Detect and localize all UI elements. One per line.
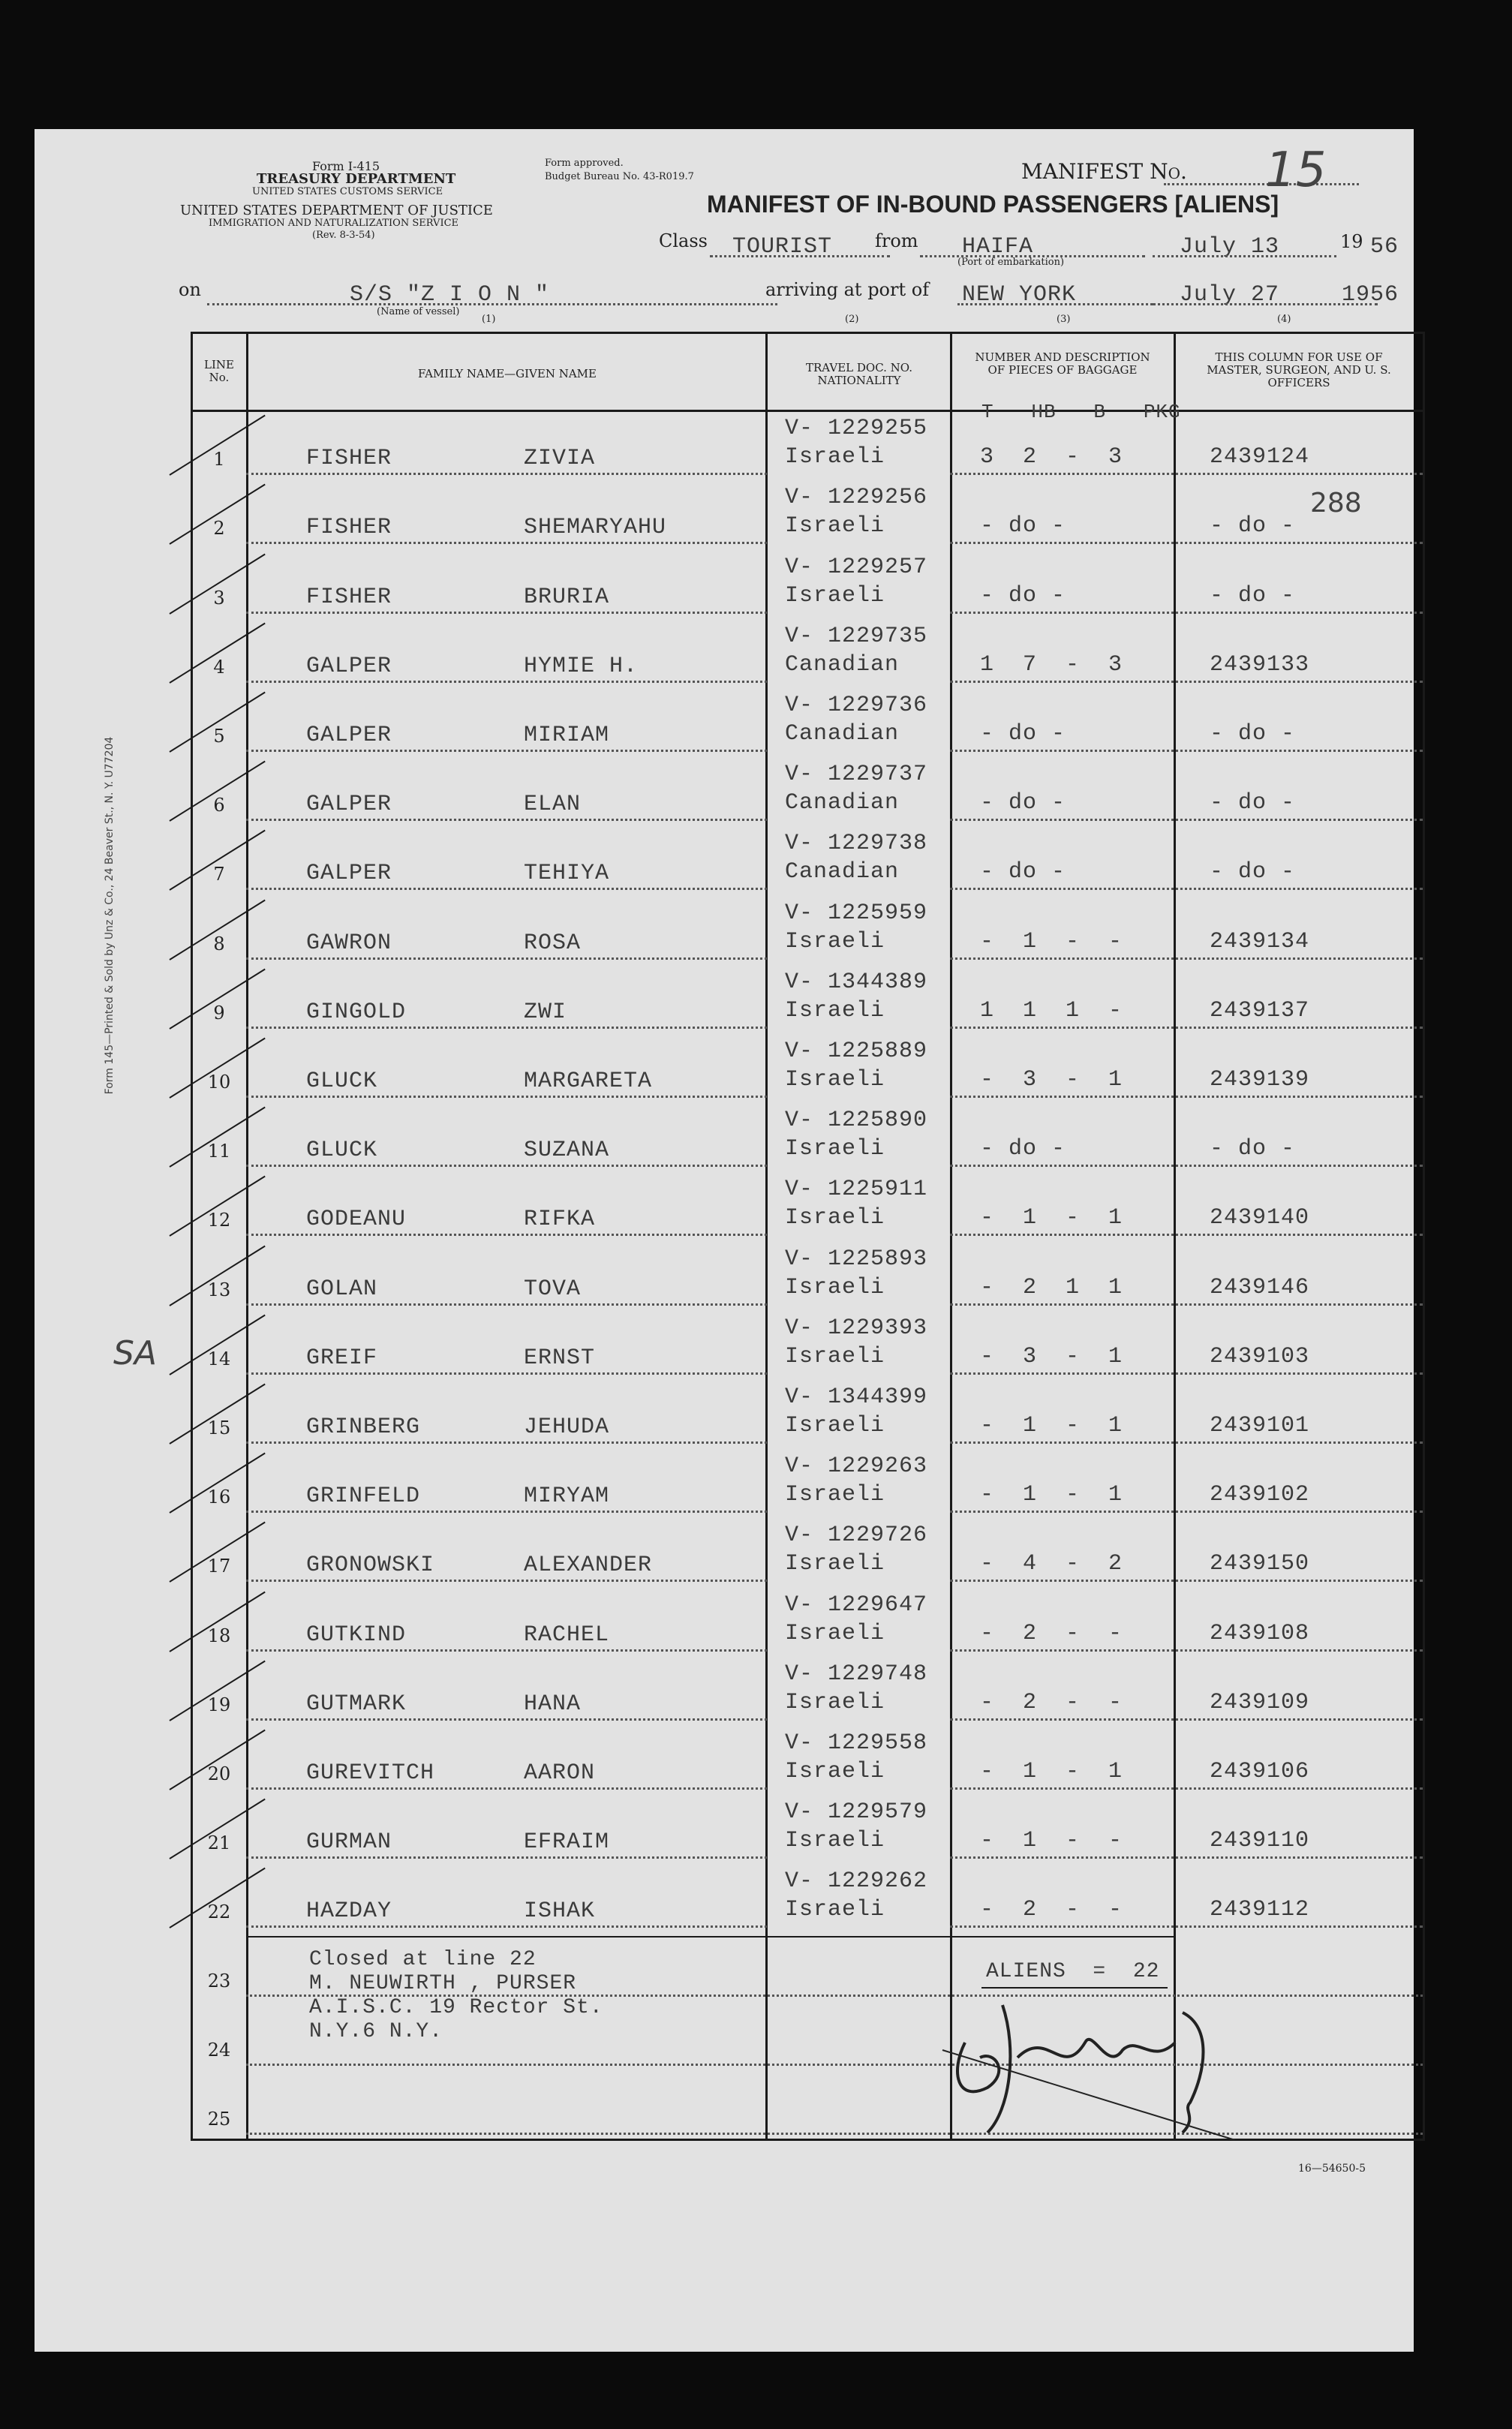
row-dotted-rule (246, 819, 767, 821)
officer-number: 2439112 (1210, 1897, 1310, 1923)
given-name: ROSA (524, 930, 582, 956)
row-dotted-rule (950, 681, 1423, 683)
baggage-count: - 1 - - (980, 928, 1123, 954)
family-name: GALPER (306, 653, 392, 679)
closing-line-2: M. NEUWIRTH , PURSER (309, 1972, 577, 1995)
family-name: GRONOWSKI (306, 1553, 435, 1579)
officer-number: 2439139 (1210, 1066, 1310, 1093)
row-dotted-rule (950, 1925, 1423, 1928)
manifest-label: MANIFEST No. (1021, 159, 1187, 184)
col-marker-2: (2) (845, 314, 859, 325)
table-row (35, 756, 1414, 825)
nationality: Israeli (785, 1551, 885, 1577)
family-name: GUTKIND (306, 1622, 407, 1648)
line-number: 19 (207, 1694, 231, 1715)
row-dotted-rule (950, 957, 1423, 960)
officer-number: - do - (1210, 859, 1296, 885)
table-row (35, 1862, 1414, 1931)
nationality: Israeli (785, 1758, 885, 1784)
nationality: Israeli (785, 928, 885, 954)
arrival-year[interactable]: 1956 (1342, 282, 1399, 308)
table-row (35, 1378, 1414, 1447)
row-dotted-rule (246, 681, 767, 683)
depart-date[interactable]: July 13 (1180, 234, 1280, 260)
baggage-subheader: T HB B PKG (981, 401, 1181, 423)
closing-line-4: N.Y.6 N.Y. (309, 2020, 443, 2043)
table-row (35, 1309, 1414, 1378)
line-number: 10 (207, 1071, 231, 1093)
baggage-count: - 1 - - (980, 1828, 1123, 1854)
officer-number: - do - (1210, 582, 1296, 609)
col-header-officers: THIS COLUMN FOR USE OF MASTER, SURGEON, AND U. S. OFFICERS (1207, 350, 1391, 389)
baggage-count: - 1 - 1 (980, 1412, 1123, 1438)
given-name: MARGARETA (524, 1068, 653, 1094)
nationality: Canadian (785, 720, 900, 747)
given-name: ELAN (524, 792, 582, 818)
family-name: GAWRON (306, 930, 392, 956)
baggage-count: - 2 1 1 (980, 1274, 1123, 1300)
table-row (35, 1586, 1414, 1655)
baggage-count: - 1 - 1 (980, 1482, 1123, 1508)
baggage-count: - 4 - 2 (980, 1551, 1123, 1577)
given-name: RACHEL (524, 1622, 610, 1648)
row-dotted-rule (246, 1718, 767, 1721)
nationality: Canadian (785, 859, 900, 885)
table-row (35, 618, 1414, 687)
row-dotted-rule (246, 888, 767, 890)
baggage-count: - 3 - 1 (980, 1343, 1123, 1369)
table-row (35, 479, 1414, 548)
form-number: Form I-415 (312, 159, 380, 173)
row-dotted-rule (950, 1511, 1423, 1513)
row-dotted-rule (950, 1787, 1423, 1790)
travel-doc-number: V- 1225911 (785, 1177, 928, 1203)
travel-doc-number: V- 1225893 (785, 1246, 928, 1272)
form-rev: (Rev. 8-3-54) (312, 230, 375, 241)
given-name: ZIVIA (524, 446, 596, 472)
line-number: 20 (207, 1763, 231, 1784)
table-row (35, 410, 1414, 479)
given-name: HYMIE H. (524, 653, 639, 679)
row-dotted-rule (950, 1096, 1423, 1098)
nationality: Israeli (785, 1343, 885, 1369)
row-dotted-rule (950, 1303, 1423, 1306)
baggage-count: - 2 - - (980, 1689, 1123, 1715)
on-label: on (179, 279, 201, 300)
row-dotted-rule (246, 957, 767, 960)
officer-number: 2439103 (1210, 1343, 1310, 1369)
family-name: GUREVITCH (306, 1760, 435, 1786)
baggage-count: - 3 - 1 (980, 1066, 1123, 1093)
table-row (35, 687, 1414, 756)
from-label: from (875, 230, 918, 251)
given-name: MIRIAM (524, 722, 610, 748)
line-number: 12 (207, 1210, 231, 1231)
given-name: TEHIYA (524, 861, 610, 887)
travel-doc-number: V- 1229263 (785, 1453, 928, 1480)
row-dotted-rule (246, 542, 767, 544)
row-dotted-rule (246, 1027, 767, 1029)
travel-doc-number: V- 1229256 (785, 485, 928, 511)
col-header-line-no: LINE No. (204, 358, 234, 384)
officer-number: 2439106 (1210, 1758, 1310, 1784)
row-dotted-rule (246, 1096, 767, 1098)
line-number: 17 (207, 1556, 231, 1577)
row-dotted-rule (950, 888, 1423, 890)
family-name: GRINBERG (306, 1414, 421, 1440)
family-name: GINGOLD (306, 999, 407, 1025)
family-name: GREIF (306, 1345, 378, 1371)
baggage-count: - do - (980, 1136, 1066, 1162)
line-number: 13 (207, 1279, 231, 1300)
closing-line-3: A.I.S.C. 19 Rector St. (309, 1996, 603, 2019)
given-name: JEHUDA (524, 1414, 610, 1440)
line-number: 15 (207, 1417, 231, 1438)
line-number: 8 (213, 933, 225, 954)
row-dotted-rule (950, 473, 1423, 475)
row-dotted-rule (950, 1372, 1423, 1375)
table-row (35, 825, 1414, 894)
class-label: Class (659, 230, 708, 251)
travel-doc-number: V- 1229736 (785, 692, 928, 718)
row-dotted-rule (950, 1856, 1423, 1859)
from-value[interactable]: HAIFA (962, 234, 1034, 260)
travel-doc-number: V- 1229262 (785, 1868, 928, 1895)
table-row (35, 1447, 1414, 1517)
arrival-line (1153, 303, 1378, 305)
given-name: ERNST (524, 1345, 596, 1371)
row-dotted-rule (950, 1580, 1423, 1582)
family-name: GLUCK (306, 1068, 378, 1094)
table-top-rule (191, 332, 1424, 334)
officer-number: 2439140 (1210, 1205, 1310, 1231)
baggage-count: - do - (980, 513, 1066, 540)
family-name: FISHER (306, 446, 392, 472)
ins-service: IMMIGRATION AND NATURALIZATION SERVICE (209, 218, 459, 229)
aliens-total: ALIENS = 22 (986, 1960, 1160, 1983)
row-dotted-rule (950, 750, 1423, 752)
row-dotted-rule (246, 473, 767, 475)
line-number: 1 (213, 449, 225, 470)
given-name: MIRYAM (524, 1484, 610, 1510)
col-header-baggage: NUMBER AND DESCRIPTION OF PIECES OF BAGGAGE (975, 350, 1150, 377)
given-name: ZWI (524, 999, 567, 1025)
family-name: GLUCK (306, 1138, 378, 1164)
travel-doc-number: V- 1225959 (785, 900, 928, 926)
travel-doc-number: V- 1344399 (785, 1384, 928, 1410)
baggage-count: - do - (980, 582, 1066, 609)
row-dotted-rule (246, 1372, 767, 1375)
table-row (35, 548, 1414, 617)
nationality: Israeli (785, 1066, 885, 1093)
officer-number: 2439101 (1210, 1412, 1310, 1438)
given-name: AARON (524, 1760, 596, 1786)
nationality: Israeli (785, 513, 885, 540)
line-number: 22 (207, 1901, 231, 1923)
family-name: GURMAN (306, 1829, 392, 1856)
officer-number: 2439133 (1210, 651, 1310, 678)
travel-doc-number: V- 1229738 (785, 831, 928, 857)
line-number: 4 (213, 656, 225, 678)
row-dotted-rule (246, 1856, 767, 1859)
port-embark-caption: (Port of embarkation) (957, 257, 1065, 268)
depart-year-prefix: 19 (1340, 231, 1363, 252)
vessel-caption: (Name of vessel) (377, 306, 460, 317)
nationality: Israeli (785, 997, 885, 1024)
line-number: 23 (207, 1971, 231, 1992)
nationality: Israeli (785, 1620, 885, 1646)
baggage-count: - 1 - 1 (980, 1205, 1123, 1231)
manifest-number-line (1164, 183, 1359, 185)
line-number: 5 (213, 725, 225, 747)
port-line (957, 303, 1153, 305)
nationality: Israeli (785, 1274, 885, 1300)
travel-doc-number: V- 1225889 (785, 1038, 928, 1064)
nationality: Israeli (785, 444, 885, 470)
row-dotted-rule (950, 1165, 1423, 1167)
officer-number: 2439124 (1210, 444, 1310, 470)
officer-number: - do - (1210, 1136, 1296, 1162)
closing-rule (246, 1936, 1175, 1937)
row-dotted-rule (246, 1303, 767, 1306)
family-name: GALPER (306, 722, 392, 748)
officer-number: - do - (1210, 720, 1296, 747)
row-dotted-rule (246, 612, 767, 614)
family-name: GUTMARK (306, 1691, 407, 1717)
form-approved: Form approved. (545, 158, 624, 169)
class-value[interactable]: TOURIST (732, 234, 833, 260)
officer-number: - do - (1210, 790, 1296, 816)
officer-number: - do - (1210, 513, 1296, 540)
nationality: Israeli (785, 582, 885, 609)
baggage-count: 1 7 - 3 (980, 651, 1123, 678)
travel-doc-number: V- 1229737 (785, 762, 928, 788)
customs-service: UNITED STATES CUSTOMS SERVICE (252, 186, 443, 197)
col-marker-1: (1) (482, 314, 496, 325)
arrival-date[interactable]: July 27 (1180, 282, 1280, 308)
row-dotted-rule (246, 1925, 767, 1928)
officer-number: 2439137 (1210, 997, 1310, 1024)
baggage-count: - do - (980, 859, 1066, 885)
row-dotted-rule (950, 1027, 1423, 1029)
table-row (35, 1240, 1414, 1309)
line-number: 7 (213, 864, 225, 885)
nationality: Israeli (785, 1482, 885, 1508)
travel-doc-number: V- 1229726 (785, 1523, 928, 1549)
nationality: Israeli (785, 1136, 885, 1162)
given-name: ALEXANDER (524, 1553, 653, 1579)
given-name: ISHAK (524, 1898, 596, 1925)
row-dotted-rule (950, 542, 1423, 544)
travel-doc-number: V- 1229579 (785, 1799, 928, 1826)
col-header-travel-doc: TRAVEL DOC. NO. NATIONALITY (805, 361, 912, 387)
travel-doc-number: V- 1229558 (785, 1730, 928, 1756)
row-dotted-rule (246, 1787, 767, 1790)
manifest-number[interactable]: 15 (1265, 143, 1327, 198)
given-name: RIFKA (524, 1207, 596, 1233)
given-name: TOVA (524, 1276, 582, 1302)
margin-sa-note: SA (113, 1334, 158, 1372)
row-dotted-rule (950, 612, 1423, 614)
col-marker-4: (4) (1277, 314, 1291, 325)
baggage-count: - do - (980, 790, 1066, 816)
officer-number: 2439134 (1210, 928, 1310, 954)
nationality: Canadian (785, 790, 900, 816)
col-marker-3: (3) (1057, 314, 1071, 325)
travel-doc-number: V- 1229735 (785, 623, 928, 649)
row-dotted-rule (950, 1649, 1423, 1652)
table-right-rule (1423, 332, 1425, 2141)
handwritten-288: 288 (1310, 488, 1362, 519)
table-row (35, 894, 1414, 963)
depart-year[interactable]: 56 (1370, 234, 1399, 260)
officer-number: 2439146 (1210, 1274, 1310, 1300)
row-dotted-rule (950, 1441, 1423, 1444)
travel-doc-number: V- 1225890 (785, 1108, 928, 1134)
line-number: 18 (207, 1625, 231, 1646)
family-name: GALPER (306, 792, 392, 818)
line-number: 2 (213, 518, 225, 540)
col-header-name: FAMILY NAME—GIVEN NAME (417, 367, 597, 380)
row-dotted-rule (246, 1511, 767, 1513)
row-dotted-rule (246, 1234, 767, 1236)
baggage-count: 1 1 1 - (980, 997, 1123, 1024)
manifest-title: MANIFEST OF IN-BOUND PASSENGERS [ALIENS] (707, 191, 1279, 218)
officer-number: 2439109 (1210, 1689, 1310, 1715)
line-number: 9 (213, 1002, 225, 1024)
line-number: 6 (213, 795, 225, 816)
travel-doc-number: V- 1229257 (785, 554, 928, 580)
row-dotted-rule (950, 819, 1423, 821)
travel-doc-number: V- 1229647 (785, 1592, 928, 1618)
line-number: 16 (207, 1487, 231, 1508)
baggage-count: - 2 - - (980, 1897, 1123, 1923)
baggage-count: - 1 - 1 (980, 1758, 1123, 1784)
closing-line-1: Closed at line 22 (309, 1948, 537, 1971)
family-name: GOLAN (306, 1276, 378, 1302)
nationality: Canadian (785, 651, 900, 678)
line-number: 24 (207, 2040, 231, 2061)
given-name: BRURIA (524, 584, 610, 610)
justice-dept: UNITED STATES DEPARTMENT OF JUSTICE (180, 203, 493, 218)
family-name: GALPER (306, 861, 392, 887)
family-name: GODEANU (306, 1207, 407, 1233)
treasury-dept: TREASURY DEPARTMENT (257, 171, 456, 187)
nationality: Israeli (785, 1897, 885, 1923)
nationality: Israeli (785, 1205, 885, 1231)
baggage-count: - do - (980, 720, 1066, 747)
officer-number: 2439108 (1210, 1620, 1310, 1646)
travel-doc-number: V- 1229255 (785, 416, 928, 442)
table-row (35, 1171, 1414, 1240)
row-dotted-rule (246, 1165, 767, 1167)
table-row (35, 1724, 1414, 1793)
travel-doc-number: V- 1344389 (785, 969, 928, 995)
given-name: SHEMARYAHU (524, 515, 667, 541)
travel-doc-number: V- 1229393 (785, 1315, 928, 1341)
row-dotted-rule (950, 1234, 1423, 1236)
depart-line (1153, 255, 1336, 257)
table-row (35, 1033, 1414, 1102)
manifest-sheet (35, 129, 1414, 2352)
line-number: 25 (207, 2108, 231, 2130)
nationality: Israeli (785, 1412, 885, 1438)
officer-number: 2439102 (1210, 1482, 1310, 1508)
family-name: FISHER (306, 515, 392, 541)
family-name: FISHER (306, 584, 392, 610)
vessel-name[interactable]: S/S "Z I O N " (350, 282, 550, 308)
line-number: 3 (213, 587, 225, 609)
table-row (35, 1793, 1414, 1862)
line-number: 11 (207, 1141, 231, 1162)
line-number: 21 (207, 1832, 231, 1854)
baggage-count: 3 2 - 3 (980, 444, 1123, 470)
arriving-label: arriving at port of (765, 279, 930, 300)
given-name: EFRAIM (524, 1829, 610, 1856)
nationality: Israeli (785, 1689, 885, 1715)
budget-bureau: Budget Bureau No. 43-R019.7 (545, 171, 694, 182)
given-name: HANA (524, 1691, 582, 1717)
given-name: SUZANA (524, 1138, 610, 1164)
family-name: HAZDAY (306, 1898, 392, 1925)
baggage-count: - 2 - - (980, 1620, 1123, 1646)
row-dotted-rule (950, 1718, 1423, 1721)
nationality: Israeli (785, 1828, 885, 1854)
footer-code: 16—54650-5 (1298, 2163, 1366, 2175)
row-dotted-rule (246, 1441, 767, 1444)
arrival-port[interactable]: NEW YORK (962, 282, 1077, 308)
family-name: GRINFELD (306, 1484, 421, 1510)
line-number: 14 (207, 1348, 231, 1369)
officer-number: 2439150 (1210, 1551, 1310, 1577)
travel-doc-number: V- 1229748 (785, 1661, 928, 1687)
signature (935, 1960, 1250, 2140)
row-dotted-rule (246, 750, 767, 752)
officer-number: 2439110 (1210, 1828, 1310, 1854)
table-row (35, 1102, 1414, 1171)
row-dotted-rule (246, 1580, 767, 1582)
table-row (35, 963, 1414, 1033)
table-row (35, 1517, 1414, 1586)
row-dotted-rule (246, 1649, 767, 1652)
side-print: Form 145—Printed & Sold by Unz & Co., 24 Beaver St., N. Y. U77204 (104, 736, 116, 1095)
table-row (35, 1655, 1414, 1724)
